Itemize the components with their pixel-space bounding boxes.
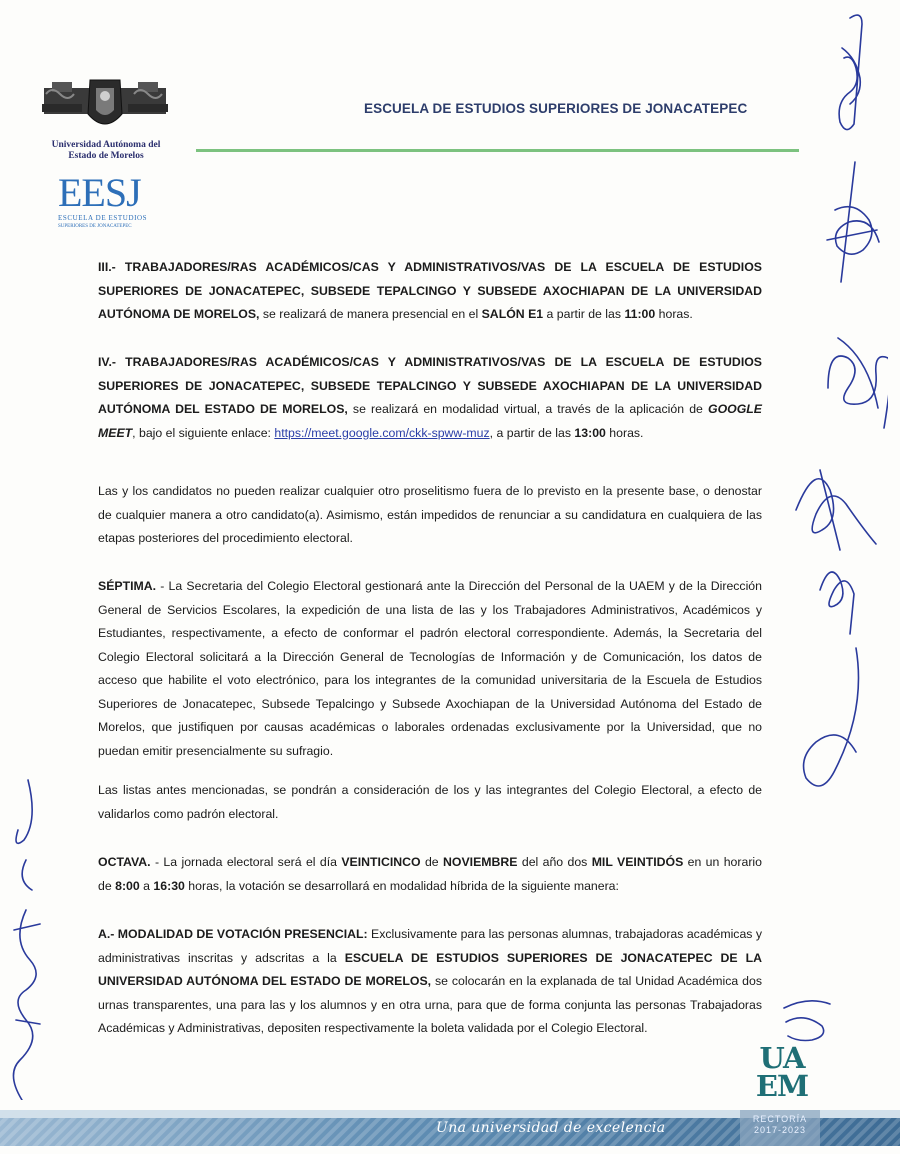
signature-5-icon (810, 550, 870, 640)
paragraph-iii-intro: III.- TRABAJADORES/RAS ACADÉMICOS/CAS Y ADMINISTRATIVOS/VAS DE LA ESCUELA DE ESTUDIOS SUPERIORES DE JONACATEPEC, SUBSEDE TEPALCINGO Y SUBSEDE AXOCHIAPAN DE LA UNIVERSIDAD AUTÓNOMA DE MORELOS, (98, 260, 762, 321)
uaem-logo (752, 1041, 812, 1103)
paragraph-iii-room: SALÓN E1 (481, 307, 544, 321)
paragraph-iv (98, 351, 762, 445)
signature-left-icon (2, 760, 48, 1100)
octava-text4: en un horario de (98, 855, 762, 893)
paragraph-iv-text2: , bajo el siguiente enlace: (132, 425, 275, 440)
rectoria-label (752, 1114, 808, 1136)
signature-4-icon (790, 450, 880, 560)
footer-slogan: Una universidad de excelencia (436, 1120, 666, 1136)
paragraph-candidates: Las y los candidatos no pueden realizar cualquier otro proselitismo fuera de lo previsto en la presente base, o denostar de cualquier manera a otro candidato(a). Asimismo, están impedidos de renunciar a su candidatura en cualquiera de las etapas posteriores del procedimiento electoral. (98, 484, 762, 545)
paragraph-iv-app: GOOGLE MEET (98, 402, 762, 440)
uaem-logo-top: UA (759, 1041, 805, 1075)
octava-start: 8:00 (115, 878, 140, 893)
paragraph-lists: Las listas antes mencionadas, se pondrán a consideración de los y las integrantes del Colegio Electoral, a efecto de validarlos como padrón electoral. (98, 783, 762, 821)
signature-6-icon (800, 640, 870, 810)
octava-text5: a (139, 878, 154, 893)
septima-text: - La Secretaria del Colegio Electoral gestionará ante la Dirección del Personal de la UAEM y de la Dirección General de Servicios Escolares, la expedición de una lista de las y los Trabajadores Administrativos, Académicos y Estudiantes, respectivamente, a efecto de conformar el padrón electoral correspondiente. Además, la Secretaria del Colegio Electoral solicitará a la Dirección General de Tecnologías de Información y de Comunicación, los datos de acceso que habilite el voto electrónico, para los integrantes de la comunidad universitaria de la Escuela de Estudios Superiores de Jonacatepec, Subsede Tepalcingo y Subsede Axochiapan de la Universidad Autónoma del Estado de Morelos, que justifiquen por causas académicas o laborales ordenadas exclusivamente por la Universidad, que no puedan emitir presencialmente su sufragio. (98, 579, 762, 758)
octava-text2: de (420, 855, 444, 869)
octava-day: VEINTICINCO (341, 855, 421, 869)
paragraph-iii-text3: horas. (655, 307, 693, 321)
paragraph-iv-text1: se realizará en modalidad virtual, a través de la aplicación de (347, 402, 709, 416)
octava-heading: OCTAVA. (98, 855, 151, 869)
paragraph-iii-text2: a partir de las (543, 307, 625, 321)
university-name-line1: Universidad Autónoma del (51, 140, 161, 150)
school-title: ESCUELA DE ESTUDIOS SUPERIORES DE JONACATEPEC (364, 101, 748, 116)
paragraph-septima (98, 575, 762, 763)
paragraph-octava (98, 851, 762, 898)
rectoria-period: 2017-2023 (753, 1125, 807, 1135)
paragraph-iv-text3: , a partir de las (489, 425, 575, 440)
eesj-logo-sub1: ESCUELA DE ESTUDIOS (58, 214, 148, 222)
paragraph-iv-intro: IV.- TRABAJADORES/RAS ACADÉMICOS/CAS Y ADMINISTRATIVOS/VAS DE LA ESCUELA DE ESTUDIOS SUPERIORES DE JONACATEPEC, SUBSEDE TEPALCINGO Y SUBSEDE AXOCHIAPAN DE LA UNIVERSIDAD AUTÓNOMA DEL ESTADO DE MORELOS, (98, 355, 762, 416)
header-divider (196, 149, 799, 152)
university-crest-icon (42, 74, 168, 136)
paragraph-modalidad-presencial (98, 923, 762, 1041)
modalidad-text2: se colocarán en la explanada de tal Unidad Académica dos urnas transparentes, una para las y los alumnos y en otra urna, para que de forma conjunta las personas Trabajadoras Académicas y Administrativas, depositen respectivamente la boleta validada por el Colegio Electoral. (98, 974, 762, 1035)
signature-1-icon (820, 8, 880, 138)
university-name-line2: Estado de Morelos (68, 151, 144, 161)
rectoria-title: RECTORÍA (752, 1114, 808, 1124)
octava-text3: del año dos (517, 855, 592, 869)
signature-2-icon (815, 160, 885, 300)
paragraph-iv-time: 13:00 (574, 425, 606, 440)
paragraph-iii-time: 11:00 (624, 307, 656, 321)
paragraph-iii (98, 256, 762, 327)
septima-heading: SÉPTIMA. (98, 579, 157, 593)
octava-text6: horas, la votación se desarrollará en modalidad híbrida de la siguiente manera: (184, 878, 619, 893)
university-name (38, 140, 174, 162)
octava-text1: - La jornada electoral será el día (150, 855, 342, 869)
eesj-logo-letters: EESJ (58, 170, 141, 215)
signature-3-icon (818, 318, 888, 438)
paragraph-iii-text1: se realizará de manera presencial en el (259, 307, 482, 321)
uaem-logo-bottom: EM (755, 1069, 809, 1103)
modalidad-text1: Exclusivamente para las personas alumnas, trabajadoras académicas y administrativas inscritas y adscritas a la (98, 927, 763, 965)
meet-link[interactable]: https://meet.google.com/ckk-spww-muz (274, 425, 490, 440)
eesj-logo-sub2: SUPERIORES DE JONACATEPEC (58, 224, 132, 229)
eesj-logo (58, 172, 154, 242)
modalidad-school: ESCUELA DE ESTUDIOS SUPERIORES DE JONACATEPEC DE LA UNIVERSIDAD AUTÓNOMA DEL ESTADO DE MORELOS, (98, 950, 763, 988)
paragraph-iv-text4: horas. (605, 425, 644, 440)
octava-year: MIL VEINTIDÓS (591, 855, 684, 869)
modalidad-heading: A.- MODALIDAD DE VOTACIÓN PRESENCIAL: (98, 927, 368, 941)
octava-end: 16:30 (153, 878, 185, 893)
octava-month: NOVIEMBRE (443, 855, 518, 869)
